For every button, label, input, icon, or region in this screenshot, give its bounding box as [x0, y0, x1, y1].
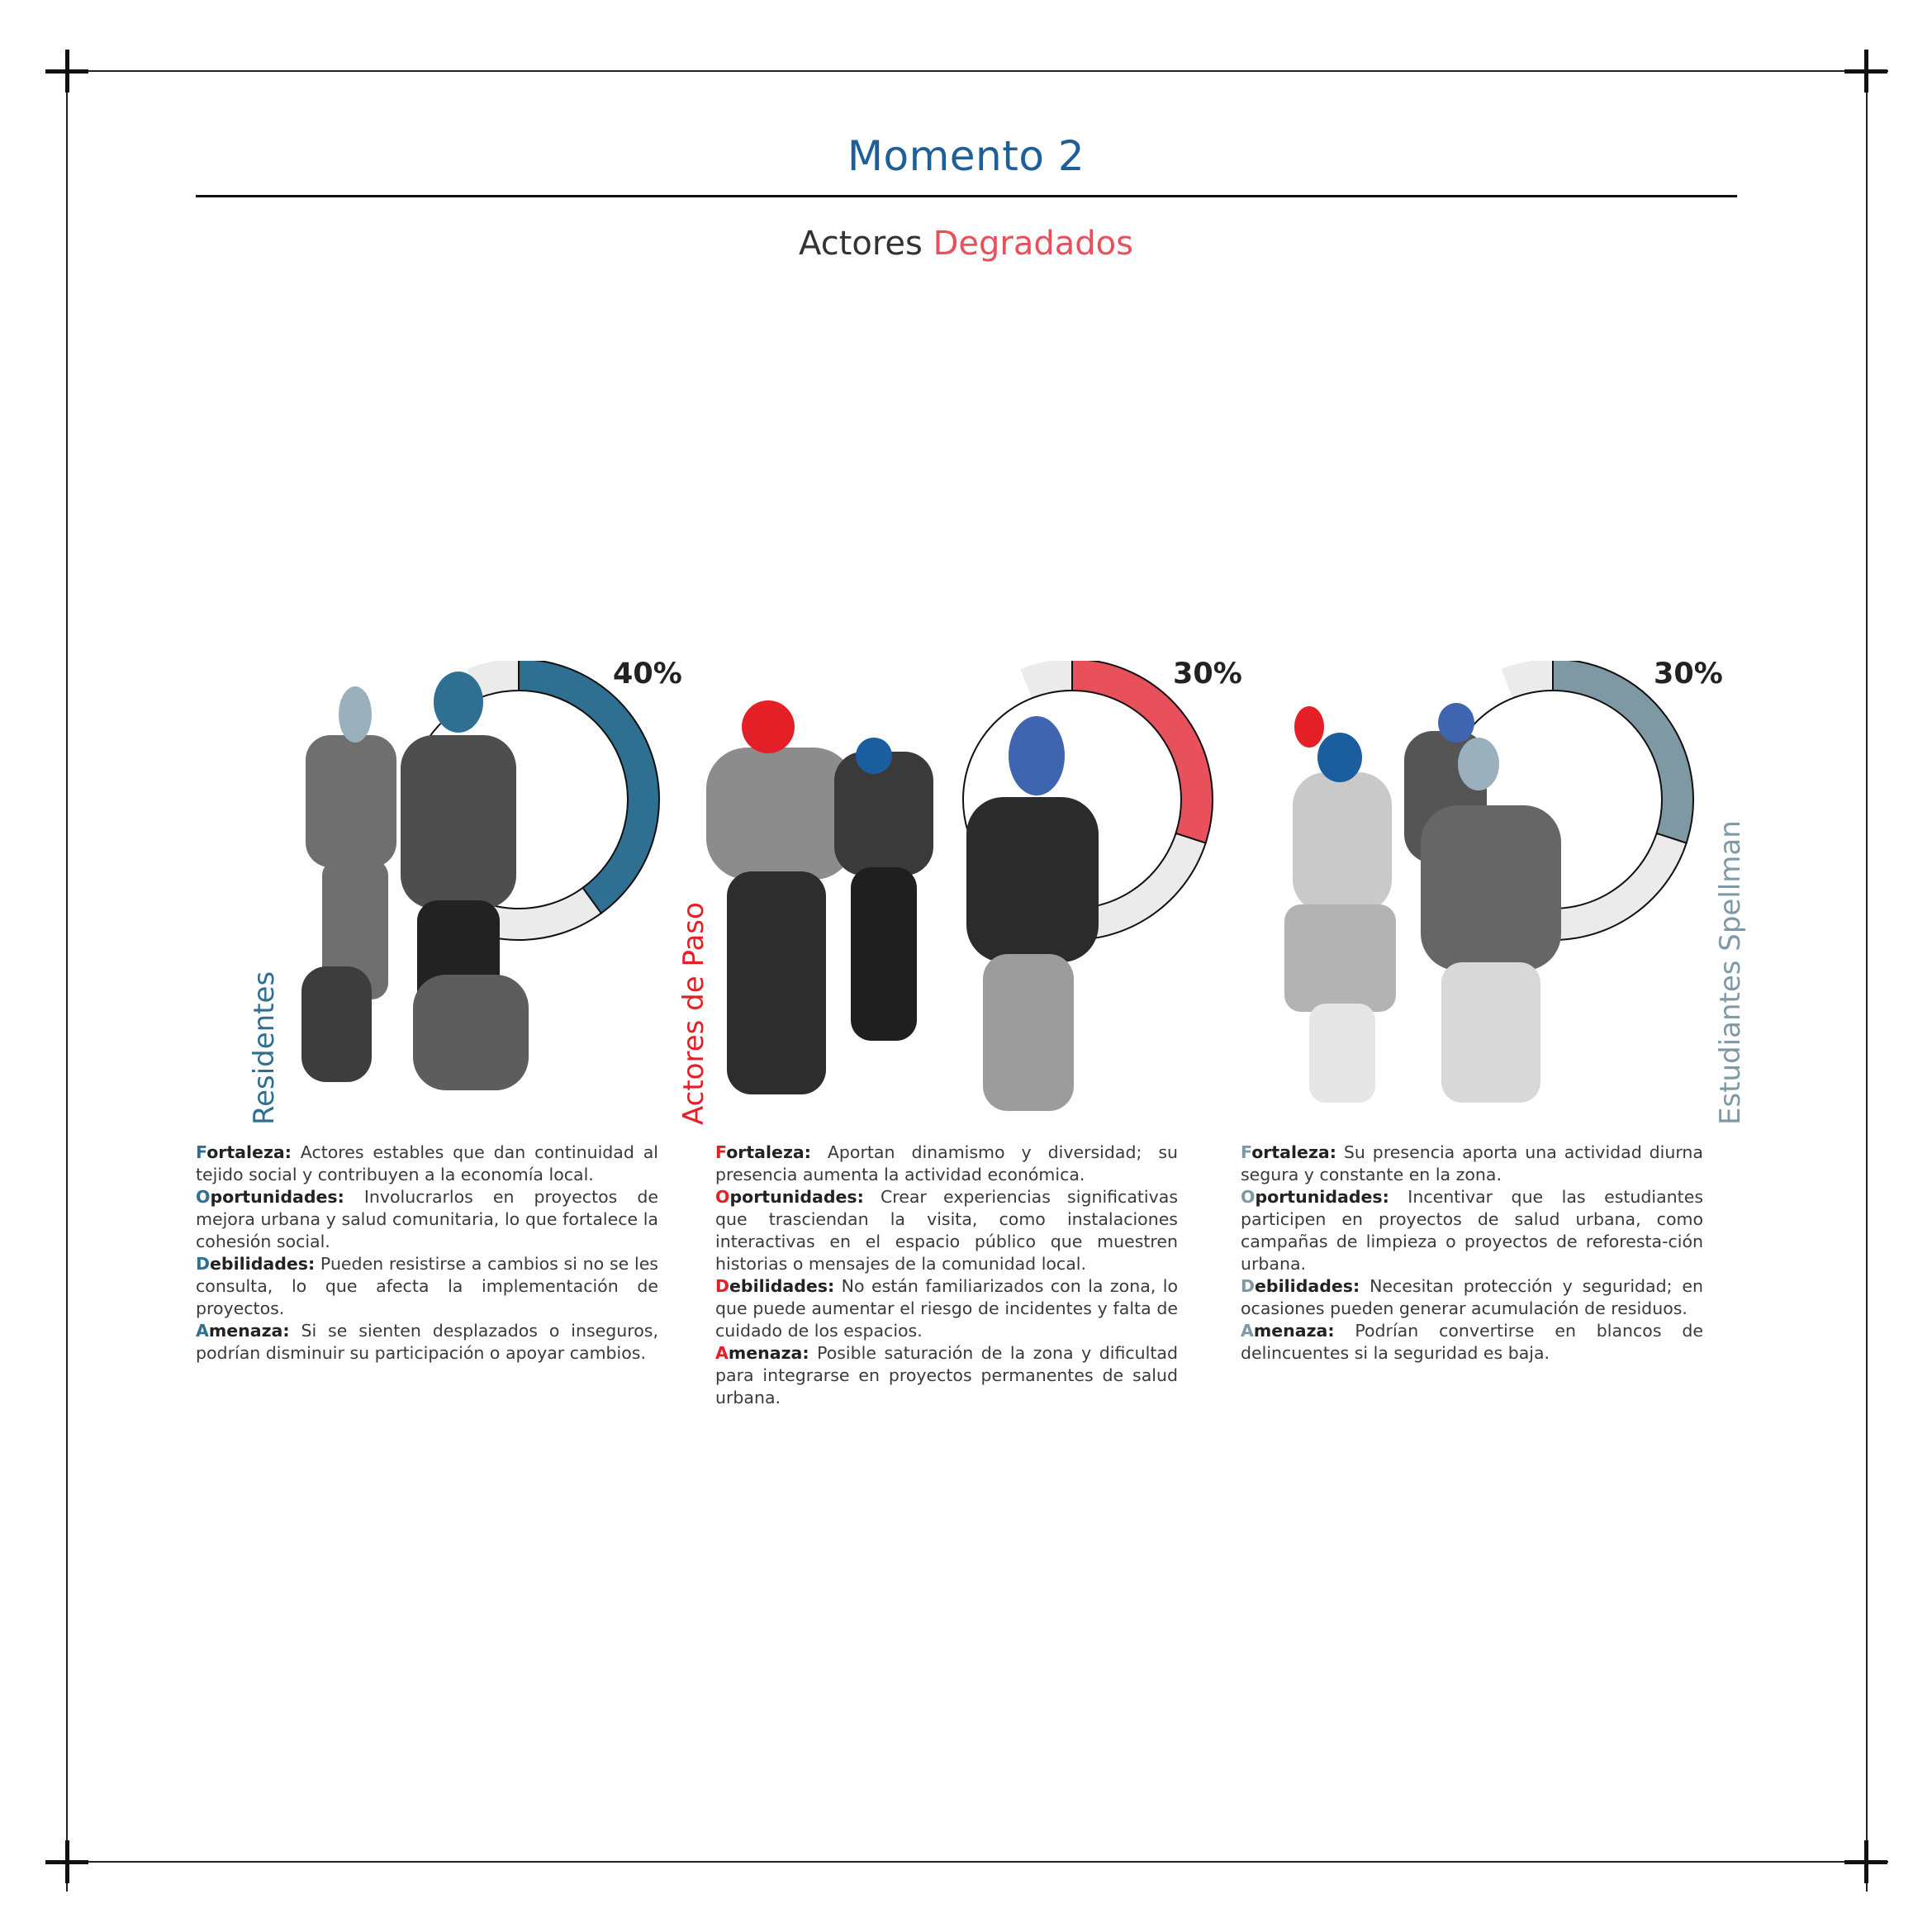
swot-oportunidades: Oportunidades: Crear experiencias significativas que trasciendan la visita, como instalaciones interactivas en el espacio público que muestren historias o mensajes de la comunidad local.	[715, 1187, 1178, 1274]
actores-de-paso-photo	[702, 673, 1107, 1119]
crop-mark-bottom-left	[45, 1840, 88, 1883]
face-mask	[434, 672, 483, 733]
face-mask	[1438, 703, 1474, 743]
face-mask	[1294, 706, 1324, 748]
person-silhouette	[1284, 731, 1561, 1103]
vertical-label-estudiantes: Estudiantes Spellman	[1714, 820, 1747, 1125]
frame-right	[1866, 50, 1868, 1892]
residentes-photo	[289, 669, 562, 1123]
face-mask	[339, 686, 372, 743]
swot-amenaza: Amenaza: Podrían convertirse en blancos de delincuentes si la seguridad es baja.	[1241, 1321, 1703, 1363]
swot-estudiantes	[1241, 1142, 1703, 1365]
percent-label-actores-de-paso: 30%	[1173, 657, 1242, 691]
page-title: Momento 2	[847, 132, 1085, 180]
subtitle-accent: Degradados	[933, 225, 1133, 263]
frame-left	[66, 50, 68, 1892]
face-mask	[856, 738, 892, 774]
vertical-label-actores-de-paso: Actores de Paso	[677, 902, 710, 1125]
page-subtitle	[0, 225, 1932, 263]
swot-amenaza: Amenaza: Si se sienten desplazados o inseguros, podrían disminuir su participación o apoyar cambios.	[196, 1321, 658, 1363]
title-divider	[196, 195, 1737, 197]
face-mask	[1458, 738, 1499, 790]
swot-debilidades: Debilidades: No están familiarizados con la zona, lo que puede aumentar el riesgo de incidentes y falta de cuidado de los espacios.	[715, 1276, 1178, 1341]
swot-actores-de-paso	[715, 1142, 1178, 1409]
frame-bottom	[46, 1861, 1888, 1863]
swot-residentes	[196, 1142, 658, 1365]
face-mask	[1009, 716, 1065, 795]
person-silhouette	[301, 735, 529, 1090]
face-mask	[742, 700, 795, 753]
swot-fortaleza: Fortaleza: Aportan dinamismo y diversidad; su presencia aumenta la actividad económica.	[715, 1142, 1178, 1184]
crop-mark-bottom-right	[1844, 1840, 1887, 1883]
swot-oportunidades: Oportunidades: Incentivar que las estudiantes participen en proyectos de salud urbana, como campañas de limpieza o proyectos de reforesta-ción urbana.	[1241, 1187, 1703, 1274]
swot-fortaleza: Fortaleza: Actores estables que dan continuidad al tejido social y contribuyen a la economía local.	[196, 1142, 658, 1184]
crop-mark-top-left	[45, 50, 88, 93]
subtitle-plain: Actores	[799, 225, 923, 263]
face-mask	[1317, 733, 1362, 782]
person-silhouette	[706, 748, 1099, 1111]
crop-mark-top-right	[1844, 50, 1887, 93]
percent-label-estudiantes: 30%	[1654, 657, 1723, 691]
swot-oportunidades: Oportunidades: Involucrarlos en proyectos de mejora urbana y salud comunitaria, lo que fortalece la cohesión social.	[196, 1187, 658, 1251]
vertical-label-residentes: Residentes	[248, 971, 281, 1125]
estudiantes-photo	[1276, 681, 1574, 1119]
percent-label-residentes: 40%	[613, 657, 682, 691]
swot-debilidades: Debilidades: Necesitan protección y seguridad; en ocasiones pueden generar acumulación de residuos.	[1241, 1276, 1703, 1318]
swot-debilidades: Debilidades: Pueden resistirse a cambios si no se les consulta, lo que afecta la implementación de proyectos.	[196, 1254, 658, 1318]
swot-fortaleza: Fortaleza: Su presencia aporta una actividad diurna segura y constante en la zona.	[1241, 1142, 1703, 1184]
frame-top	[46, 70, 1888, 72]
swot-amenaza: Amenaza: Posible saturación de la zona y dificultad para integrarse en proyectos permanentes de salud urbana.	[715, 1343, 1178, 1407]
